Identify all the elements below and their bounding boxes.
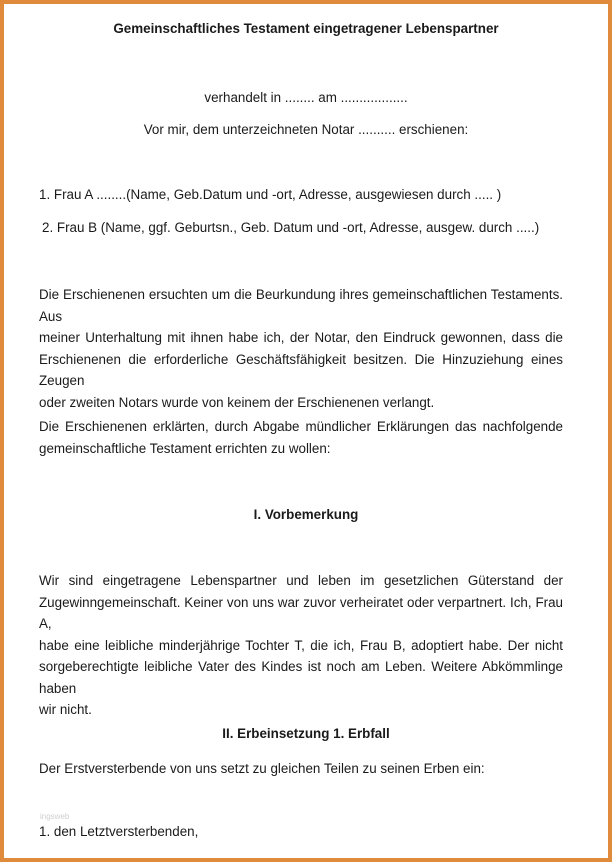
- verhandelt-line: verhandelt in ........ am ..................: [204, 90, 408, 105]
- paragraph-line: habe eine leibliche minderjährige Tochter T, die ich, Frau B, adoptiert habe. Der nicht: [39, 637, 563, 653]
- paragraph-erklaerung: [39, 416, 563, 459]
- watermark: ingsweb: [40, 812, 70, 821]
- paragraph-beurkundung: [39, 284, 563, 413]
- paragraph-line: Zugewinngemeinschaft. Keiner von uns war zuvor verheiratet oder verpartnert. Ich, Frau A,: [39, 594, 563, 631]
- heading-vorbemerkung: I. Vorbemerkung: [253, 507, 359, 522]
- paragraph-line: Die Erschienenen erklärten, durch Abgabe mündlicher Erklärungen das nachfolgende: [39, 419, 563, 434]
- notar-line: Vor mir, dem unterzeichneten Notar .......... erschienen:: [143, 122, 469, 137]
- paragraph-line: sorgeberechtigte leibliche Vater des Kindes ist noch am Leben. Weitere Abkömmlinge haben: [39, 659, 563, 696]
- paragraph-erben: Der Erstversterbende von uns setzt zu gleichen Teilen zu seinen Erben ein:: [39, 761, 485, 776]
- paragraph-line: Die Erschienenen ersuchten um die Beurkundung ihres gemeinschaftlichen Testaments. Aus: [39, 287, 563, 324]
- paragraph-line: oder zweiten Notars wurde von keinem der Erschienenen verlangt.: [39, 394, 435, 410]
- paragraph-line: meiner Unterhaltung mit ihnen habe ich, der Notar, den Eindruck gewonnen, dass die: [39, 330, 563, 345]
- paragraph-line: wir nicht.: [39, 702, 92, 717]
- party-a: 1. Frau A ........(Name, Geb.Datum und -ort, Adresse, ausgewiesen durch ..... ): [39, 187, 502, 202]
- document-title: Gemeinschaftliches Testament eingetragener Lebenspartner: [113, 21, 499, 36]
- paragraph-line: Wir sind eingetragene Lebenspartner und leben im gesetzlichen Güterstand der: [39, 573, 563, 588]
- heading-erbeinsetzung: II. Erbeinsetzung 1. Erbfall: [222, 726, 390, 741]
- paragraph-line: gemeinschaftliche Testament errichten zu wollen:: [39, 440, 331, 456]
- party-b: 2. Frau B (Name, ggf. Geburtsn., Geb. Datum und -ort, Adresse, ausgew. durch .....): [42, 220, 540, 235]
- paragraph-line: Erschienenen die erforderliche Geschäftsfähigkeit besitzen. Die Hinzuziehung eines Zeugen: [39, 351, 563, 388]
- list-item-letztversterbender: 1. den Letztversterbenden,: [39, 824, 199, 839]
- paragraph-vorbemerkung: [39, 570, 563, 721]
